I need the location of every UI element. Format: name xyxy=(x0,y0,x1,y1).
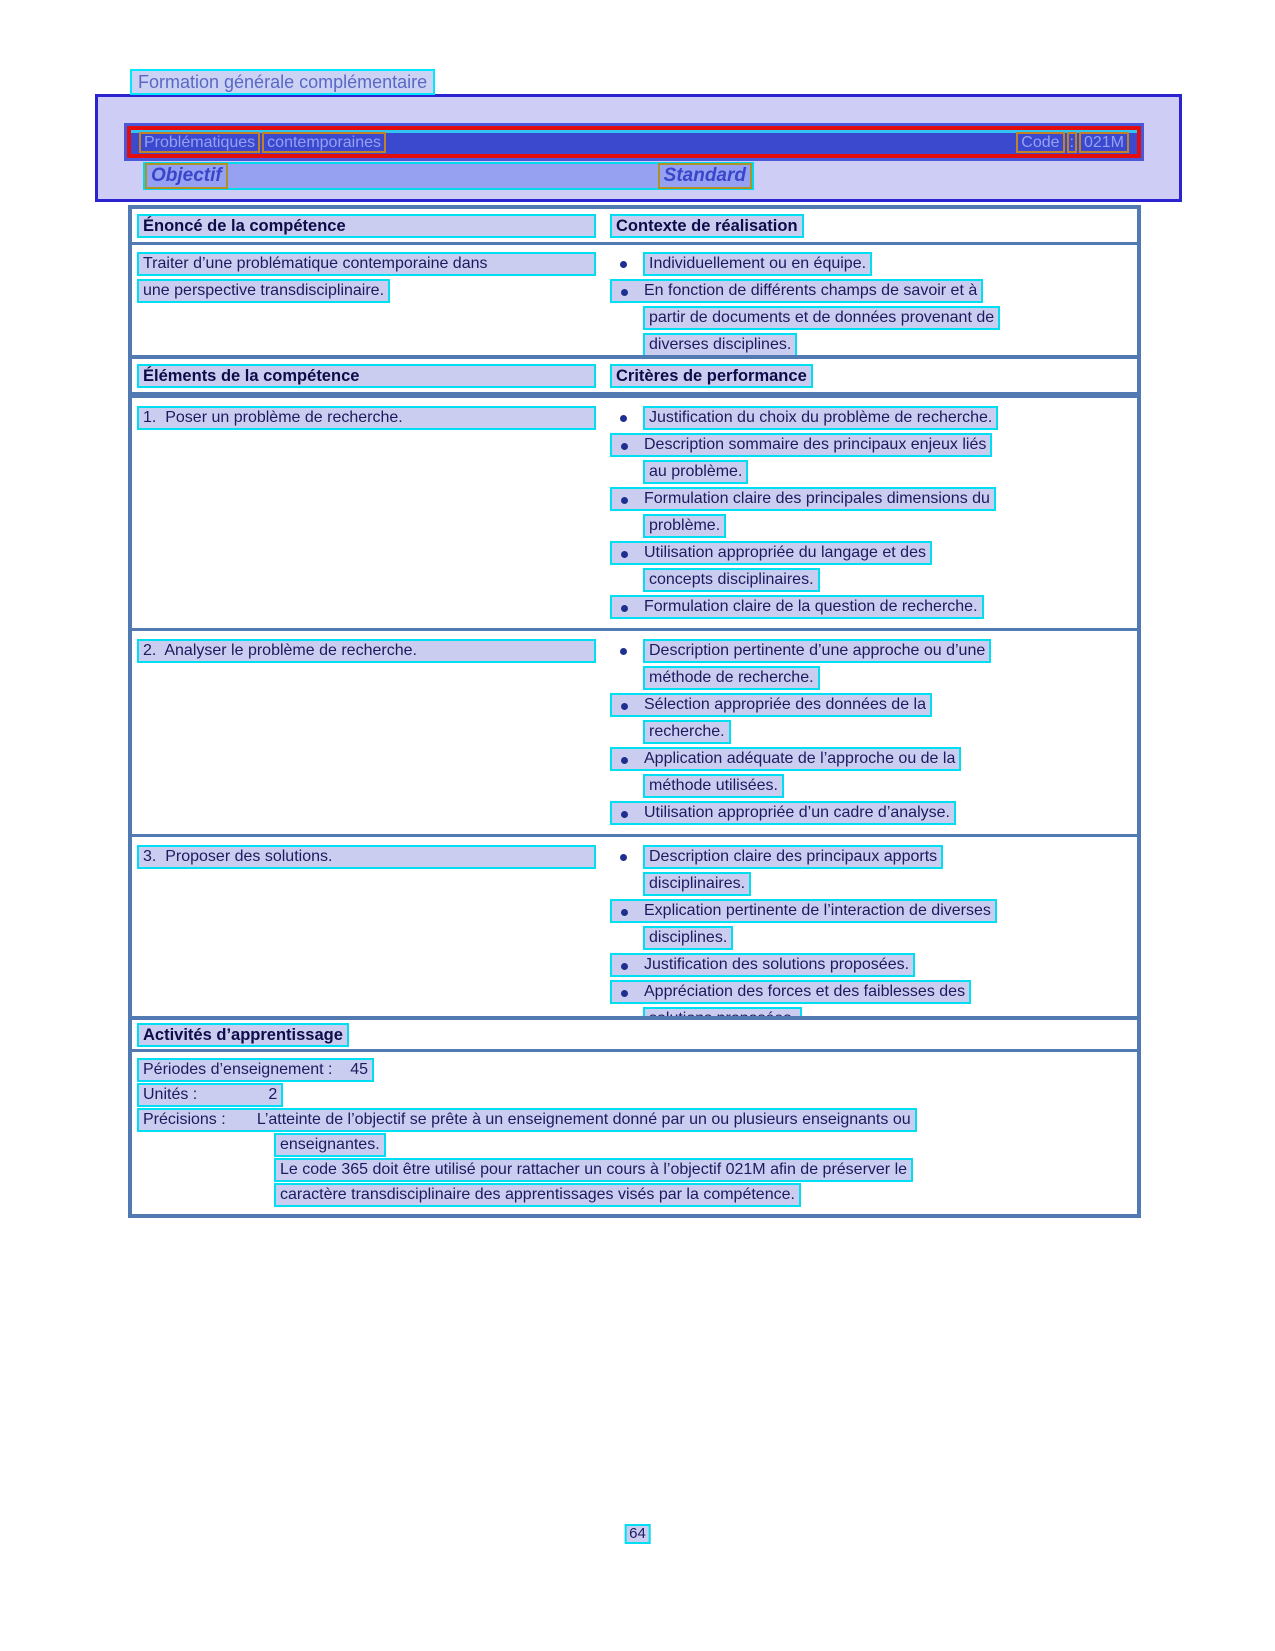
text-line: Explication pertinente de l’interaction de diverses xyxy=(644,902,991,919)
bullet-item xyxy=(604,845,1137,869)
text-line: Application adéquate de l’approche ou de la xyxy=(644,750,956,767)
table-row xyxy=(132,628,1137,834)
column-header: Éléments de la compétence xyxy=(137,364,596,388)
bullet-icon xyxy=(620,415,627,422)
bullet-item xyxy=(604,899,1137,923)
bullet-item xyxy=(604,801,1137,825)
text-line: disciplines. xyxy=(643,926,733,950)
section-label: Formation générale complémentaire xyxy=(130,69,435,95)
elements-table xyxy=(128,355,1141,1044)
objectif-heading: Objectif xyxy=(145,163,228,189)
text-line: méthode de recherche. xyxy=(643,666,820,690)
course-title-word: Problématiques xyxy=(139,132,260,153)
text-line: concepts disciplinaires. xyxy=(643,568,820,592)
code-label: Code xyxy=(1016,132,1064,153)
bullet-icon xyxy=(620,261,627,268)
activities-body xyxy=(132,1052,1137,1214)
bullet-icon xyxy=(620,648,627,655)
text-line: Description claire des principaux apports xyxy=(643,845,943,869)
column-header: Contexte de réalisation xyxy=(610,214,804,238)
page-number xyxy=(624,1524,651,1544)
activities-table xyxy=(128,1016,1141,1218)
objectif-standard-band xyxy=(143,162,754,190)
bullet-item xyxy=(604,406,1137,430)
bullet-item xyxy=(604,953,1137,977)
bullet-item xyxy=(604,747,1137,771)
code-bar-inner xyxy=(131,130,1137,154)
bullet-item xyxy=(604,595,1137,619)
page-number-value: 64 xyxy=(624,1524,651,1544)
element-cell xyxy=(132,843,604,1036)
competence-table-header xyxy=(132,209,1137,245)
bullet-icon xyxy=(621,443,628,450)
competence-table xyxy=(128,205,1141,370)
text-line: Unités : 2 xyxy=(137,1083,283,1107)
context-bullets xyxy=(604,250,1137,362)
text-line: 1. Poser un problème de recherche. xyxy=(137,406,596,430)
text-line: Le code 365 doit être utilisé pour rattacher un cours à l’objectif 021M afin de préserver le xyxy=(274,1158,913,1182)
elements-table-header xyxy=(132,359,1137,395)
bullet-item xyxy=(604,693,1137,717)
text-line: Précisions : L’atteinte de l’objectif se prête à un enseignement donné par un ou plusieurs enseignants ou xyxy=(137,1108,917,1132)
text-line: problème. xyxy=(643,514,726,538)
code-value: 021M xyxy=(1079,132,1129,153)
text-line: Formulation claire des principales dimensions du xyxy=(644,490,990,507)
criteria-cell xyxy=(604,637,1137,830)
activities-header xyxy=(132,1020,1137,1052)
element-cell xyxy=(132,637,604,830)
text-line: Justification des solutions proposées. xyxy=(644,956,910,973)
table-row xyxy=(132,245,1137,366)
bullet-item xyxy=(604,980,1137,1004)
text-line: Utilisation appropriée du langage et des xyxy=(644,544,926,561)
table-row xyxy=(132,395,1137,628)
bullet-item xyxy=(604,487,1137,511)
column-header: Critères de performance xyxy=(610,364,813,388)
text-line: au problème. xyxy=(643,460,748,484)
text-line: caractère transdisciplinaire des apprentissages visés par la compétence. xyxy=(274,1183,801,1207)
bullet-icon xyxy=(621,289,628,296)
text-line: En fonction de différents champs de savoir et à xyxy=(644,282,978,299)
bullet-icon xyxy=(621,990,628,997)
text-line: disciplinaires. xyxy=(643,872,751,896)
text-line: Périodes d’enseignement : 45 xyxy=(137,1058,374,1082)
bullet-icon xyxy=(621,497,628,504)
text-line: recherche. xyxy=(643,720,731,744)
bullet-icon xyxy=(621,757,628,764)
text-line: partir de documents et de données provenant de xyxy=(643,306,1000,330)
text-line: 2. Analyser le problème de recherche. xyxy=(137,639,596,663)
bullet-icon xyxy=(620,854,627,861)
text-line: enseignantes. xyxy=(274,1133,386,1157)
element-cell xyxy=(132,404,604,624)
bullet-icon xyxy=(621,551,628,558)
course-title xyxy=(139,132,388,153)
criteria-cell xyxy=(604,404,1137,624)
bullet-item xyxy=(604,639,1137,663)
bullet-icon xyxy=(621,703,628,710)
criteria-cell xyxy=(604,843,1137,1036)
table-row xyxy=(132,834,1137,1040)
text-line: Sélection appropriée des données de la xyxy=(644,696,926,713)
bullet-icon xyxy=(621,909,628,916)
text-line: Individuellement ou en équipe. xyxy=(643,252,872,276)
text-line: Traiter d’une problématique contemporaine dans xyxy=(137,252,596,276)
text-line: une perspective transdisciplinaire. xyxy=(137,279,390,303)
bullet-icon xyxy=(621,963,628,970)
text-line: Justification du choix du problème de recherche. xyxy=(643,406,998,430)
column-header: Énoncé de la compétence xyxy=(137,214,596,238)
text-line: Utilisation appropriée d’un cadre d’analyse. xyxy=(644,804,950,821)
code-colon: : xyxy=(1067,132,1077,153)
bullet-item xyxy=(604,279,1137,303)
text-line: Description sommaire des principaux enjeux liés xyxy=(644,436,987,453)
section-header: Activités d’apprentissage xyxy=(137,1023,349,1047)
text-line: Appréciation des forces et des faiblesses des xyxy=(644,983,966,1000)
text-line: diverses disciplines. xyxy=(643,333,797,357)
bullet-item xyxy=(604,252,1137,276)
text-line: Description pertinente d’une approche ou d’une xyxy=(643,639,991,663)
course-code xyxy=(1016,132,1129,153)
text-line: méthode utilisées. xyxy=(643,774,784,798)
text-line: 3. Proposer des solutions. xyxy=(137,845,596,869)
course-title-word: contemporaines xyxy=(262,132,386,153)
bullet-item xyxy=(604,433,1137,457)
bullet-item xyxy=(604,541,1137,565)
standard-heading: Standard xyxy=(658,163,752,189)
bullet-icon xyxy=(621,605,628,612)
text-line: Formulation claire de la question de recherche. xyxy=(644,598,978,615)
bullet-icon xyxy=(621,811,628,818)
code-bar xyxy=(127,126,1141,158)
competence-statement xyxy=(132,250,604,362)
